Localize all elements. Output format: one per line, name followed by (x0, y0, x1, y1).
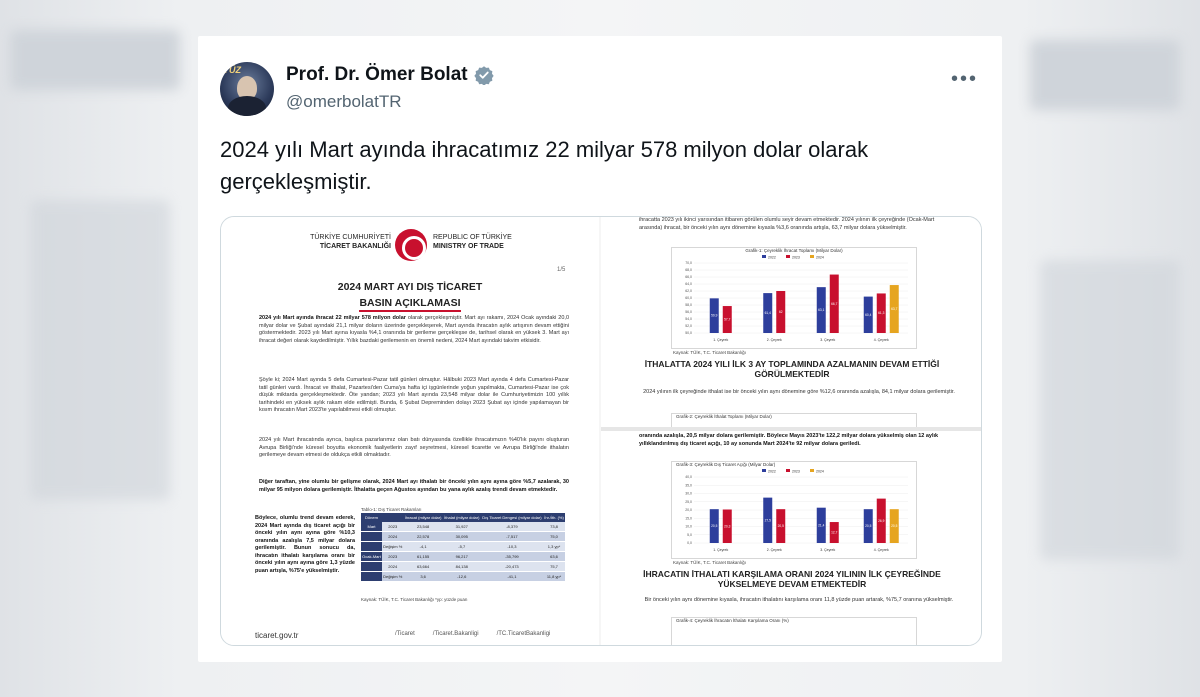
y-tick-label: 40,0 (685, 475, 692, 480)
legend-label: 2024 (816, 255, 824, 260)
x-tick-label: 4. Çeyrek (873, 338, 889, 342)
tweet-text: 2024 yılı Mart ayında ihracatımız 22 milyar 578 milyon dolar olarak gerçekleşmiştir. (220, 137, 869, 194)
legend-swatch (786, 469, 790, 472)
table-header-cell (382, 513, 403, 522)
y-tick-label: 35,0 (685, 483, 692, 488)
bar-value-label: 57,7 (724, 317, 731, 322)
legend-swatch (786, 255, 790, 258)
y-tick-label: 60,0 (685, 296, 692, 301)
bar-value-label: 21,4 (818, 523, 825, 528)
table-cell: 2023 (382, 522, 403, 532)
y-tick-label: 56,0 (685, 310, 692, 315)
deficit-paragraph: oranında azalışla, 20,5 milyar dolara gerilemiştir. Böylece Mayıs 2023'te 122,2 milyar dolara yükselmiş olan 12 aylık yıllıklandırılmış dış ticaret açığı, 10 ay sonunda Mart 2024'te 92 milyar dolara geriledi. (639, 433, 939, 447)
table-cell: 2024 (382, 562, 403, 572)
chart-4-box (671, 617, 917, 646)
table-cell: Değişim % (382, 572, 403, 582)
table-cell: 2023 (382, 552, 403, 562)
table-cell: -41,1 (481, 572, 543, 582)
table-cell: 61,155 (403, 552, 442, 562)
chart-2-title: Grafik-2: Çeyreklik İthalat Toplamı (Milyar Dolar) (676, 414, 772, 419)
table-row (361, 532, 565, 542)
paragraph-4-text: Diğer taraftan, yine olumlu bir gelişme olarak, 2024 Mart ayı ithalatı bir önceki yılın aynı ayına göre %5,7 azalarak, 30 milyar 95 milyon dolara gerilemiştir. İthalatta geçen Ağustos ayından bu yana aylık azalış trendi devam etmektedir. (259, 479, 569, 493)
footer-social (395, 631, 550, 637)
doc-title: 2024 MART AYI DIŞ TİCARET (337, 281, 483, 293)
page-divider (601, 427, 982, 431)
table-cell: -5,7 (443, 542, 481, 552)
bar-value-label: 63,1 (818, 308, 825, 313)
table-cell: 23,548 (403, 522, 442, 532)
legend-swatch (810, 469, 814, 472)
table-caption: Tablo-1: Dış Ticaret Rakamları (361, 507, 422, 512)
bar-value-label: 20,5 (865, 524, 872, 529)
table-cell: 31,927 (443, 522, 481, 532)
table-cell: 75,0 (543, 532, 565, 542)
table-cell: -20,473 (481, 562, 543, 572)
legend-swatch (762, 255, 766, 258)
heading-coverage: İHRACATIN İTHALATI KARŞILAMA ORANI 2024 YILININ İLK ÇEYREĞİNDE YÜKSELMEYE DEVAM ETMEKTEDİR (643, 569, 941, 589)
table-cell: 75,7 (543, 562, 565, 572)
right-top-text: ihracatta 2023 yılı ikinci yarısından itibaren görülen olumlu seyir devam etmektedir. 2024 yılının ilk çeyreğinde (Ocak-Mart arasında) ihracat, bir önceki yılın aynı dönemine kıyasla %3,6 oranında artışla, 63,7 milyar dolara yükselmiştir. (639, 217, 935, 231)
page-number: 1/5 (557, 267, 566, 273)
bar-value-label: 20,5 (777, 524, 784, 529)
header-line: TİCARET BAKANLIĞI (319, 243, 391, 250)
paragraph-1 (259, 315, 569, 345)
y-tick-label: 62,0 (685, 289, 692, 294)
paragraph-2: Şöyle ki; 2024 Mart ayında 5 defa Cumartesi-Pazar tatil günleri olmuştur. Hâlbuki 2023 Mart ayında 4 defa Cumartesi-Pazar tatil günleri vardı. İhracat ve ithalat, Pazartesi'den Cuma'ya hafta içi işgünlerinde yoğun yapılmakta, Cumartesi-Pazar ise çok düşük miktarda gerçekleşmektedir. Öte yandan; 2023 yılı Mart ayında 23,548 milyar dolar ile Cumhuriyetimizin 100 yıllık tarihindeki en yüksek aylık rakam elde edilmişti. Bunda, 6 Şubat Depreminden dolayı 2023 Şubat ayı içinde yapılamayan bir kısım ihracatın Mart 2023'te yapılabilmesi etkili olmuştur. (259, 377, 569, 413)
y-tick-label: 20,0 (685, 508, 692, 513)
blurred-background-block (1030, 40, 1180, 110)
chart-1-source: Kaynak: TÜİK, T.C. Ticaret Bakanlığı (673, 350, 746, 355)
table-cell: 30,095 (443, 532, 481, 542)
table-header-cell: İhr./İth. (%) (544, 515, 564, 520)
table-cell: 84,138 (443, 562, 481, 572)
chart-4-title: Grafik-4: Çeyreklik İhracatın İthalatı Karşılama Oranı (%) (676, 618, 789, 623)
tweet-card (198, 36, 1002, 662)
table-cell: 1,3 yp* (543, 542, 565, 552)
table-cell (361, 572, 382, 582)
table-row (361, 542, 565, 552)
table-cell: 2024 (382, 532, 403, 542)
table-cell: -7,517 (481, 532, 543, 542)
verified-badge-icon (474, 65, 494, 85)
bar-value-label: 27,5 (764, 518, 771, 523)
blurred-background-block (1040, 260, 1180, 560)
table-cell: 73,8 (543, 522, 565, 532)
y-tick-label: 25,0 (685, 499, 692, 504)
y-tick-label: 58,0 (685, 303, 692, 308)
avatar[interactable] (220, 62, 274, 116)
bar-value-label: 60,4 (865, 312, 872, 317)
y-tick-label: 70,0 (685, 261, 692, 266)
paragraph-5: Böylece, olumlu trend devam ederek, 2024 Mart ayında dış ticaret açığı bir önceki yılın aynı ayına göre %10,3 oranında azalışla 7,5 milyar dolara gerilemiştir. Bunun sonucu da, ihracatın ithalatı karşılama oranı bir önceki yılın aynı ayına göre 1,3 yüzde puan artışla, %75'e yükselmiştir. (255, 515, 355, 574)
table-cell: 63,664 (403, 562, 442, 572)
legend-label: 2024 (816, 469, 824, 474)
press-release-page-1 (221, 217, 599, 646)
bar-value-label: 62 (778, 310, 783, 314)
blurred-background-block (30, 200, 170, 500)
y-tick-label: 0,0 (687, 541, 692, 546)
x-tick-label: 3. Çeyrek (820, 338, 836, 342)
y-tick-label: 64,0 (685, 282, 692, 287)
table-row (361, 562, 565, 572)
coverage-paragraph: Bir önceki yılın aynı dönemine kıyasla, ihracatın ithalatını karşılama oranı 11,8 yüzde puan artarak, %75,7 oranına yükselmiştir. (644, 597, 954, 603)
footer-site: ticaret.gov.tr (255, 631, 299, 640)
y-tick-label: 30,0 (685, 491, 692, 496)
footer-social-facebook: /TC.TicaretBakanligi (496, 631, 551, 637)
bar-value-label: 12,7 (831, 530, 838, 535)
y-tick-label: 52,0 (685, 324, 692, 329)
table-cell: -8,379 (481, 522, 543, 532)
ministry-header-tr (281, 233, 391, 251)
y-tick-label: 68,0 (685, 268, 692, 273)
chart-1-svg (672, 253, 916, 345)
ministry-header-en (433, 233, 553, 251)
x-tick-label: 1. Çeyrek (713, 548, 729, 552)
press-release-page-2 (601, 217, 982, 646)
table-row (361, 572, 565, 582)
chart-3-title: Grafik-3: Çeyreklik Dış Ticaret Açığı (Milyar Dolar) (676, 462, 776, 467)
tweet-media-image[interactable] (220, 216, 982, 646)
bar-value-label: 61,4 (764, 311, 771, 316)
x-tick-label: 4. Çeyrek (873, 548, 889, 552)
bar-value-label: 63,7 (891, 307, 898, 312)
table-cell: Mart (361, 522, 382, 532)
table-source: Kaynak: TÜİK, T.C. Ticaret Bakanlığı *yp: yüzde puan (361, 597, 468, 602)
imports-paragraph: 2024 yılının ilk çeyreğinde ithalat ise bir önceki yılın aynı dönemine göre %12,6 oranında azalışla, 84,1 milyar dolara gerilemiştir. (643, 389, 955, 395)
paragraph-1-bold: 2024 yılı Mart ayında ihracat 22 milyar 578 milyon dolar (259, 315, 406, 321)
footer-social-instagram: /Ticaret.Bakanligi (432, 631, 479, 637)
table-header-cell: İhracat (milyar dolar) (404, 515, 442, 520)
header-line: TÜRKİYE CUMHURİYETİ (310, 234, 391, 241)
table-header-row (361, 513, 565, 522)
x-tick-label: 1. Çeyrek (713, 338, 729, 342)
chart-1-title: Grafik-1: Çeyreklik İhracat Toplamı (Milyar Dolar) (745, 248, 843, 253)
bar-value-label: 20,5 (891, 524, 898, 529)
y-tick-label: 10,0 (685, 524, 692, 529)
table-cell: -4,1 (403, 542, 442, 552)
table-cell: Değişim % (382, 542, 403, 552)
heading-imports: İTHALATTA 2024 YILI İLK 3 AY TOPLAMINDA AZALMANIN DEVAM ETTİĞİ GÖRÜLMEKTEDİR (644, 359, 940, 379)
author-handle[interactable]: @omerbolatTR (286, 92, 402, 111)
chart-1-box (671, 247, 917, 349)
trade-table (361, 513, 565, 582)
header-line: MINISTRY OF TRADE (433, 243, 504, 250)
table-cell: 63,6 (543, 552, 565, 562)
y-tick-label: 15,0 (685, 516, 692, 521)
legend-label: 2023 (792, 469, 800, 474)
table-header-cell: Dönem (361, 513, 382, 522)
author-name-label: Prof. Dr. Ömer Bolat (286, 64, 468, 85)
bar-value-label: 61,3 (878, 311, 885, 316)
y-tick-label: 5,0 (687, 532, 692, 537)
y-tick-label: 66,0 (685, 275, 692, 280)
table-cell: Ocak-Mart (361, 552, 382, 562)
y-tick-label: 54,0 (685, 317, 692, 322)
footer-social-x: /Ticaret (395, 631, 415, 637)
legend-label: 2022 (768, 469, 776, 474)
table-row (361, 552, 565, 562)
table-cell (361, 542, 382, 552)
more-options-icon[interactable]: ••• (950, 68, 978, 90)
bar-value-label: 66,7 (831, 301, 838, 306)
table-cell: 22,578 (403, 532, 442, 542)
chart-3-source: Kaynak: TÜİK, T.C. Ticaret Bakanlığı (673, 560, 746, 565)
bar-value-label: 26,9 (878, 518, 885, 523)
table-cell: 3,6 (403, 572, 442, 582)
table-header-cell: Dış Ticaret Dengesi (milyar dolar) (482, 515, 542, 520)
x-tick-label: 2. Çeyrek (766, 548, 782, 552)
table-cell: -10,3 (481, 542, 543, 552)
table-cell (361, 562, 382, 572)
table-cell: -12,6 (443, 572, 481, 582)
bar-value-label: 20,3 (724, 524, 731, 529)
legend-label: 2023 (792, 255, 800, 260)
y-tick-label: 50,0 (685, 331, 692, 336)
legend-swatch (810, 255, 814, 258)
legend-label: 2022 (768, 255, 776, 260)
table-cell: -35,799 (481, 552, 543, 562)
ministry-seal-icon (395, 229, 427, 261)
paragraph-4 (259, 479, 569, 494)
paragraph-3: 2024 yılı Mart ihracatında ayrıca, başlıca pazarlarımız olan batı dünyasında özellikle ihracatımızın %40'lık payını oluşturan Avrupa Birliği'nde küresel boyutta ekonomik faaliyetlerin zayıf seyretmesi, küresel ticarette ve Avrupa Birliği'nde ithalatın gerilemeye devam etmesi de oldukça etkili olmaktadır. (259, 437, 569, 458)
bar-value-label: 20,5 (711, 524, 718, 529)
doc-subtitle-text: BASIN AÇIKLAMASI (359, 297, 460, 312)
chart-2-box (671, 413, 917, 427)
blurred-background-block (10, 30, 180, 90)
x-tick-label: 2. Çeyrek (766, 338, 782, 342)
bar-value-label: 59,9 (711, 313, 718, 318)
paragraph-1-rest: olarak gerçekleşmiştir. Mart ayı rakamı, 2024 Ocak ayındaki 20,0 milyar dolar ve Şubat ayındaki 21,1 milyar doların üzerinde gerçekleşerek, Mart ayında ihracatın aylık artışının devam ettiğini göstermektedir. 2023 yılı Mart ayına kıyasla %4,1 oranında bir gerileme gerçekleşse de, tarihsel olarak en yüksek 3. Mart ayı ihracat değeri olarak kaydedilmiştir. Yıllık bazdaki gerilemenin en önemli nedeni, 2024 Mart ayındaki takvim etkisidir. (259, 315, 569, 344)
table-cell (361, 532, 382, 542)
chart-3-svg (672, 467, 916, 555)
doc-subtitle (221, 297, 599, 309)
avatar-label: YÜZ (223, 65, 241, 75)
header-line: REPUBLIC OF TÜRKİYE (433, 234, 512, 241)
table-cell: 96,217 (443, 552, 481, 562)
table-header-cell: İthalat (milyar dolar) (444, 515, 480, 520)
table-cell: 11,8 yp* (543, 572, 565, 582)
x-tick-label: 3. Çeyrek (820, 548, 836, 552)
legend-swatch (762, 469, 766, 472)
avatar-suit (228, 96, 266, 116)
author-name[interactable] (286, 64, 494, 86)
table-row (361, 522, 565, 532)
chart-3-box (671, 461, 917, 559)
